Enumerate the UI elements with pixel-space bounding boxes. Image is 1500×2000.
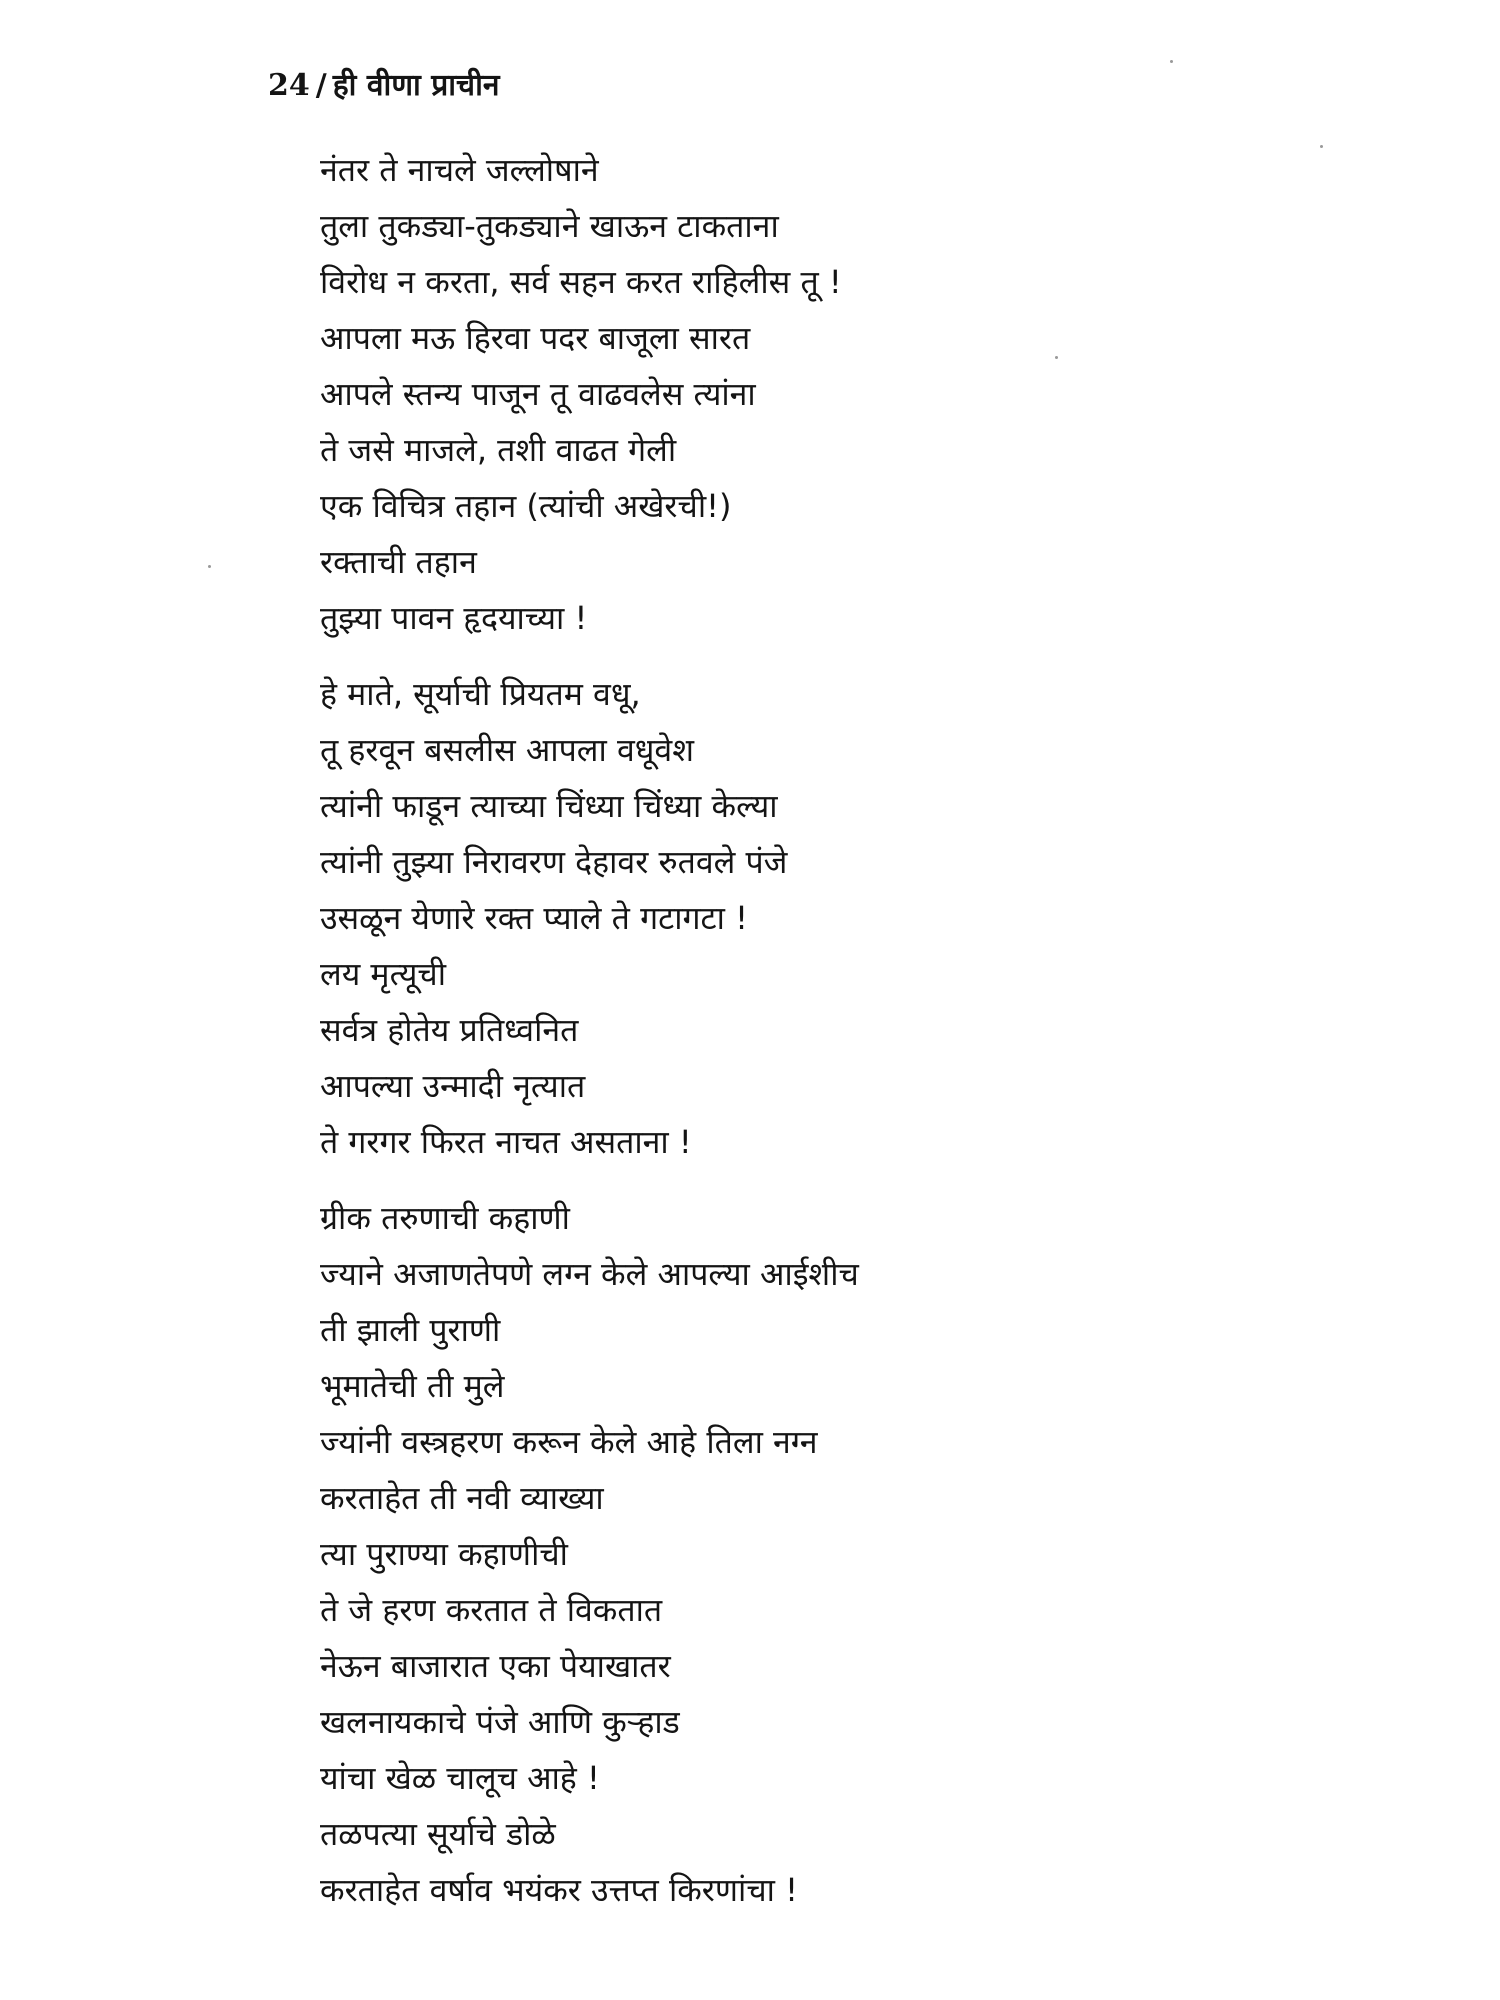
stanza-gap xyxy=(320,646,1420,666)
poem-line: नेऊन बाजारात एका पेयाखातर xyxy=(320,1647,671,1685)
poem-line: त्या पुराण्या कहाणीची xyxy=(320,1535,568,1573)
poem-line: त्यांनी तुझ्या निरावरण देहावर रुतवले पंजे xyxy=(320,843,788,881)
header-separator: / xyxy=(315,68,327,103)
poem-line: ग्रीक तरुणाची कहाणी xyxy=(320,1199,570,1237)
poem-line: ती झाली पुराणी xyxy=(320,1311,501,1349)
poem-line: विरोध न करता, सर्व सहन करत राहिलीस तू ! xyxy=(320,263,842,301)
poem-line: यांचा खेळ चालूच आहे ! xyxy=(320,1759,600,1797)
poem-line: ज्याने अजाणतेपणे लग्न केले आपल्या आईशीच xyxy=(320,1255,859,1293)
poem-line: ते जसे माजले, तशी वाढत गेली xyxy=(320,431,677,469)
poem-line: ते गरगर फिरत नाचत असताना ! xyxy=(320,1123,692,1161)
book-title: ही वीणा प्राचीन xyxy=(332,68,500,103)
poem-line: खलनायकाचे पंजे आणि कुऱ्हाड xyxy=(320,1703,680,1741)
poem-line: करताहेत ती नवी व्याख्या xyxy=(320,1479,604,1517)
scan-speck xyxy=(1055,356,1058,359)
poem-line: हे माते, सूर्याची प्रियतम वधू, xyxy=(320,675,641,713)
poem-line: उसळून येणारे रक्त प्याले ते गटागटा ! xyxy=(320,899,748,937)
poem-line: सर्वत्र होतेय प्रतिध्वनित xyxy=(320,1011,579,1049)
stanza-3 xyxy=(320,1190,1420,1918)
poem-line: ते जे हरण करतात ते विकतात xyxy=(320,1591,663,1629)
poem-line: ज्यांनी वस्त्रहरण करून केले आहे तिला नग्न xyxy=(320,1423,818,1461)
poem-line: भूमातेची ती मुले xyxy=(320,1367,505,1405)
poem-line: आपल्या उन्मादी नृत्यात xyxy=(320,1067,586,1105)
poem-line: तू हरवून बसलीस आपला वधूवेश xyxy=(320,731,694,769)
poem-line: रक्ताची तहान xyxy=(320,543,477,581)
page-header xyxy=(268,66,500,106)
poem-line: तळपत्या सूर्याचे डोळे xyxy=(320,1815,556,1853)
poem-line: आपला मऊ हिरवा पदर बाजूला सारत xyxy=(320,319,751,357)
scan-speck xyxy=(1170,60,1173,63)
poem-body xyxy=(320,142,1420,1918)
poem-line: करताहेत वर्षाव भयंकर उत्तप्त किरणांचा ! xyxy=(320,1871,798,1909)
stanza-2 xyxy=(320,666,1420,1170)
stanza-gap xyxy=(320,1170,1420,1190)
stanza-1 xyxy=(320,142,1420,646)
page-number: 24 xyxy=(268,68,310,103)
scan-speck xyxy=(1320,145,1323,148)
scan-speck xyxy=(208,565,211,568)
poem-line: आपले स्तन्य पाजून तू वाढवलेस त्यांना xyxy=(320,375,756,413)
poem-line: लय मृत्यूची xyxy=(320,955,447,993)
poem-line: तुला तुकड्या-तुकड्याने खाऊन टाकताना xyxy=(320,207,779,245)
poem-line: एक विचित्र तहान (त्यांची अखेरची!) xyxy=(320,487,732,525)
poem-line: नंतर ते नाचले जल्लोषाने xyxy=(320,151,599,189)
poem-line: तुझ्या पावन हृदयाच्या ! xyxy=(320,599,588,637)
poem-line: त्यांनी फाडून त्याच्या चिंध्या चिंध्या केल्या xyxy=(320,787,778,825)
